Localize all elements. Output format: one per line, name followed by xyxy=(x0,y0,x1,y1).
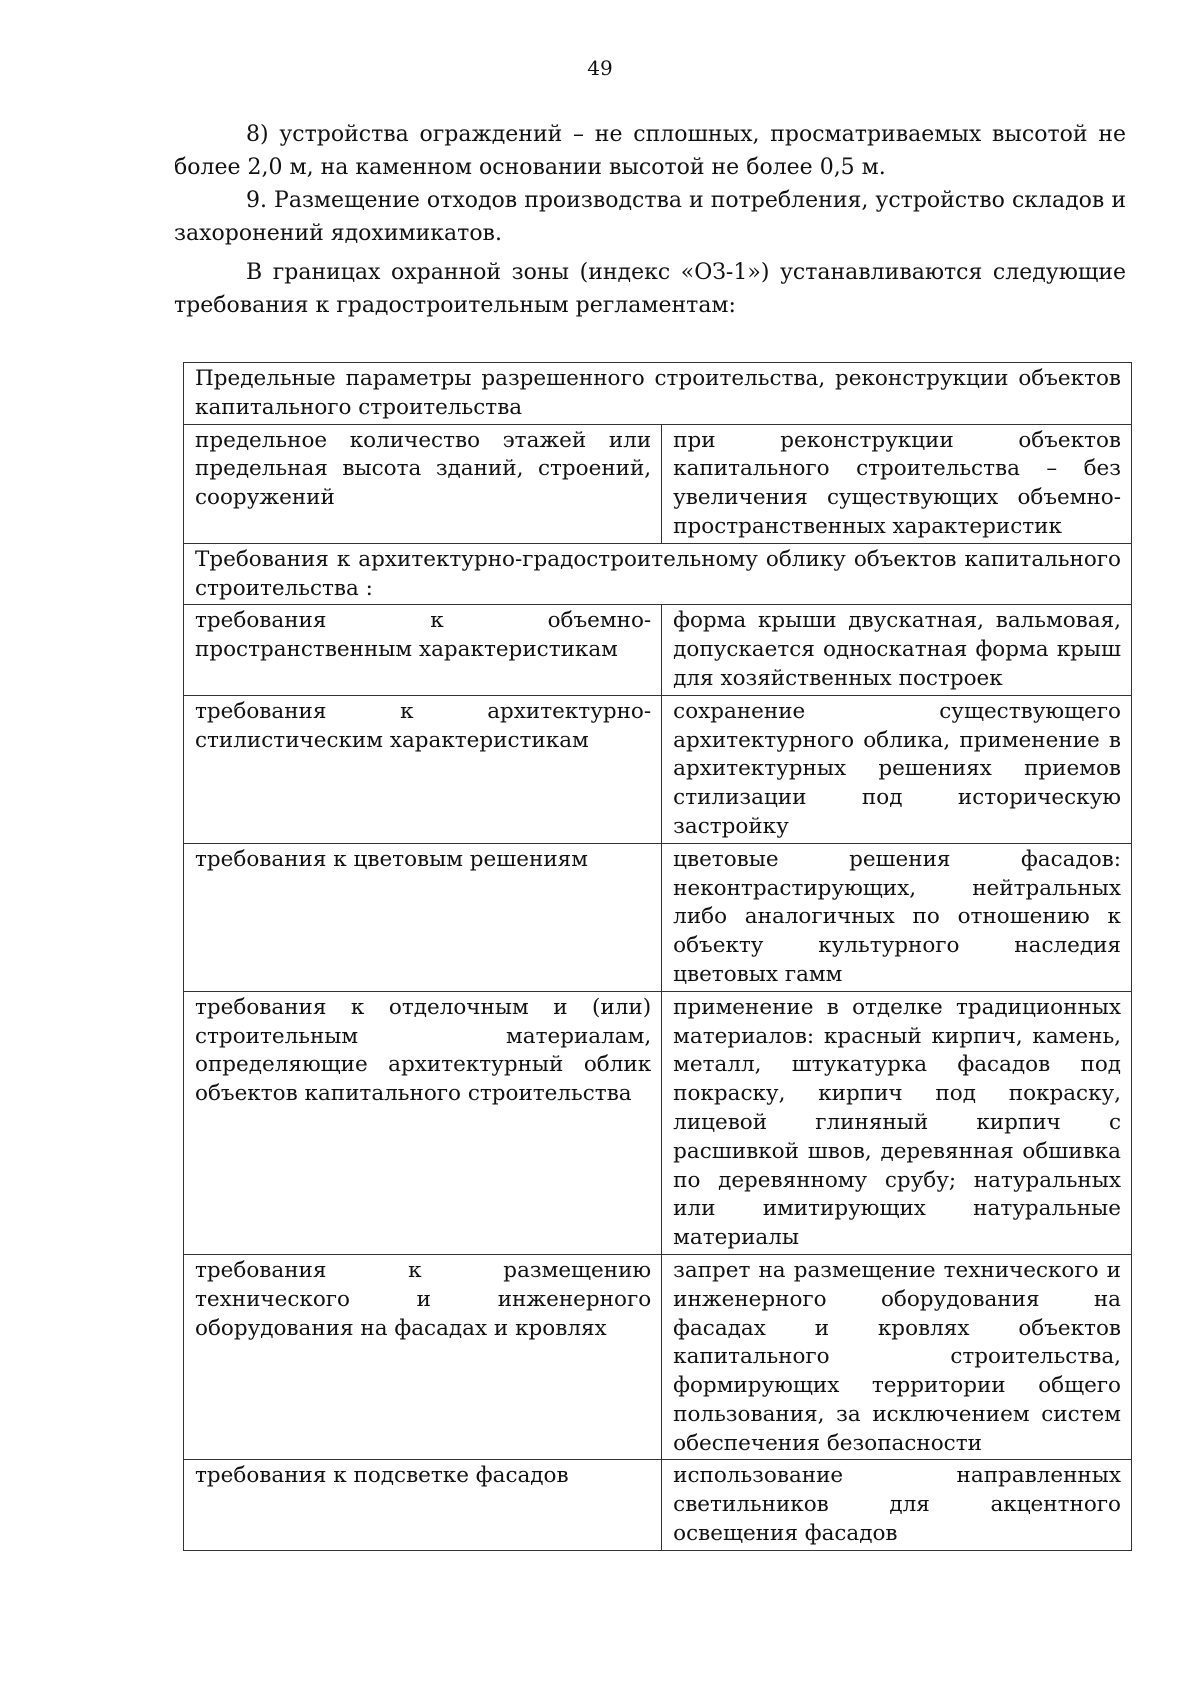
page-number: 49 xyxy=(587,56,613,80)
section-header-appearance: Требования к архитектурно-градостроительному облику объектов капитального строительства : xyxy=(184,543,1132,605)
table-row xyxy=(184,605,1132,695)
table-row xyxy=(184,843,1132,991)
row-value: сохранение существующего архитектурного облика, применение в архитектурных решениях приемов стилизации под историческую застройку xyxy=(662,695,1132,843)
row-label: требования к цветовым решениям xyxy=(184,843,662,991)
regulations-table xyxy=(183,362,1132,1551)
paragraph-zone-intro: В границах охранной зоны (индекс «ОЗ-1») устанавливаются следующие требования к градостроительным регламентам: xyxy=(174,260,1126,318)
body-text xyxy=(174,118,1126,322)
section-header-row xyxy=(184,543,1132,605)
row-value: цветовые решения фасадов: неконтрастирующих, нейтральных либо аналогичных по отношению к объекту культурного наследия цветовых гамм xyxy=(662,843,1132,991)
row-label: предельное количество этажей или предельная высота зданий, строений, сооружений xyxy=(184,424,662,543)
row-value: при реконструкции объектов капитального строительства – без увеличения существующих объемно-пространственных характеристик xyxy=(662,424,1132,543)
row-value: использование направленных светильников для акцентного освещения фасадов xyxy=(662,1460,1132,1550)
table-row xyxy=(184,1460,1132,1550)
row-label: требования к объемно-пространственным характеристикам xyxy=(184,605,662,695)
table-row xyxy=(184,424,1132,543)
section-header-row xyxy=(184,363,1132,425)
table-row xyxy=(184,695,1132,843)
row-value: запрет на размещение технического и инженерного оборудования на фасадах и кровлях объектов капитального строительства, формирующих территории общего пользования, за исключением систем обеспечения безопасности xyxy=(662,1254,1132,1460)
row-label: требования к архитектурно-стилистическим характеристикам xyxy=(184,695,662,843)
paragraph-item-8: 8) устройства ограждений – не сплошных, просматриваемых высотой не более 2,0 м, на каменном основании высотой не более 0,5 м. xyxy=(174,122,1126,180)
row-label: требования к отделочным и (или) строительным материалам, определяющие архитектурный облик объектов капитального строительства xyxy=(184,991,662,1254)
row-label: требования к размещению технического и инженерного оборудования на фасадах и кровлях xyxy=(184,1254,662,1460)
row-value: применение в отделке традиционных материалов: красный кирпич, камень, металл, штукатурка фасадов под покраску, кирпич под покраску, лицевой глиняный кирпич с расшивкой швов, деревянная обшивка по деревянному срубу; натуральных или имитирующих натуральные материалы xyxy=(662,991,1132,1254)
table-row xyxy=(184,1254,1132,1460)
paragraph-item-9: 9. Размещение отходов производства и потребления, устройство складов и захоронений ядохимикатов. xyxy=(174,188,1126,246)
table-row xyxy=(184,991,1132,1254)
row-value: форма крыши двускатная, вальмовая, допускается односкатная форма крыш для хозяйственных построек xyxy=(662,605,1132,695)
row-label: требования к подсветке фасадов xyxy=(184,1460,662,1550)
section-header-parameters: Предельные параметры разрешенного строительства, реконструкции объектов капитального строительства xyxy=(184,363,1132,425)
